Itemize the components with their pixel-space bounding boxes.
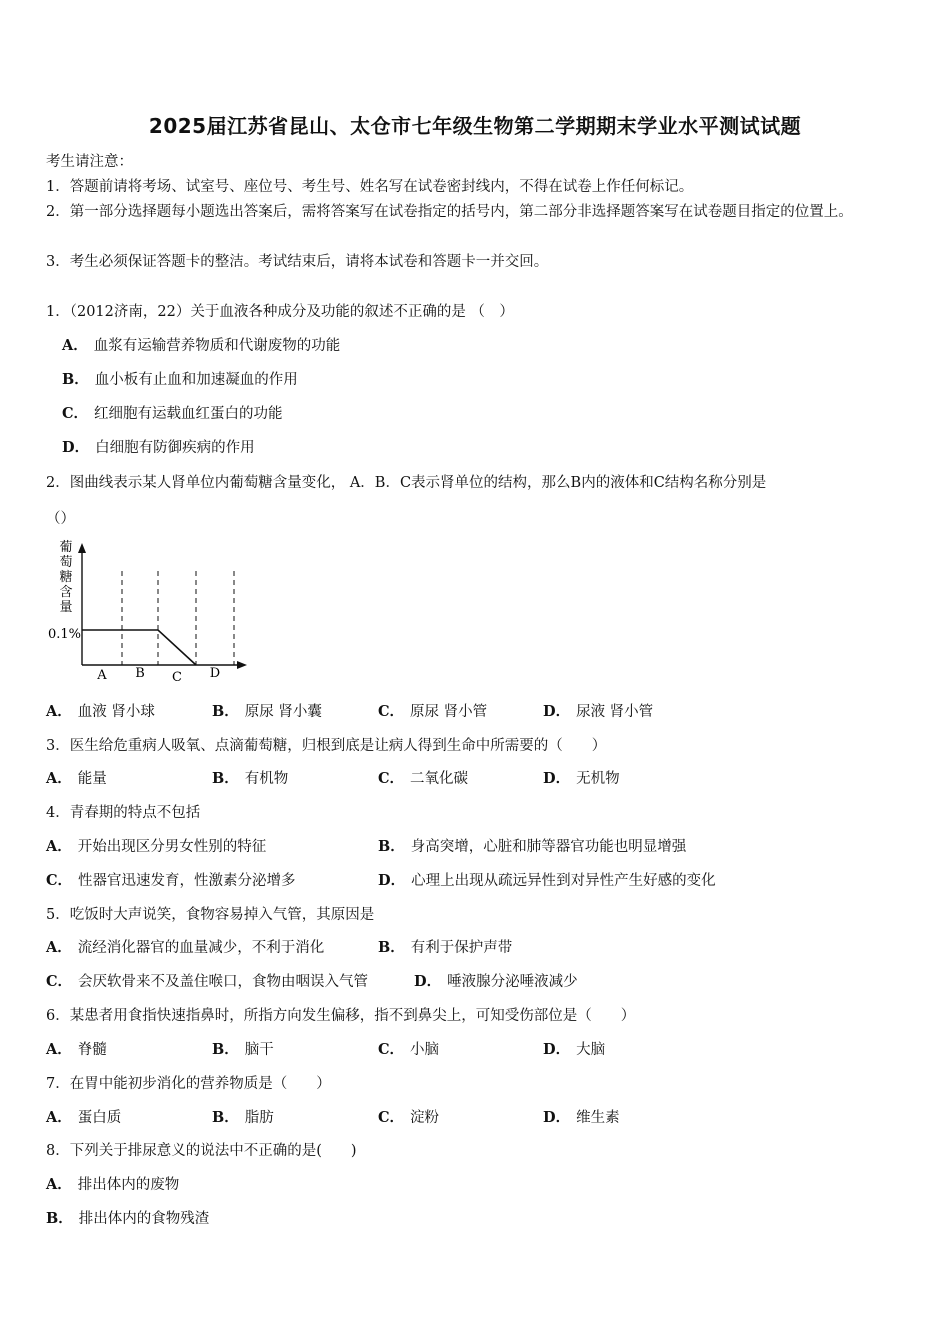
option-text: 血浆有运输营养物质和代谢废物的功能 xyxy=(93,338,341,354)
option-letter: D． xyxy=(543,703,571,720)
option-letter: A． xyxy=(46,838,72,855)
y-axis-arrow xyxy=(78,543,86,553)
option-text: 小脑 xyxy=(410,1042,440,1058)
option-text: 维生素 xyxy=(576,1110,620,1126)
option[interactable] xyxy=(62,370,298,390)
option-letter: D． xyxy=(543,1109,571,1126)
option[interactable] xyxy=(46,837,266,857)
option[interactable] xyxy=(62,438,255,458)
option-text: 排出体内的废物 xyxy=(77,1177,180,1193)
option-letter: A． xyxy=(46,1176,72,1193)
option[interactable] xyxy=(46,972,368,992)
question-stem-bracket: （） xyxy=(46,511,75,527)
option-text: 大脑 xyxy=(576,1042,606,1058)
option-text: 脂肪 xyxy=(244,1110,274,1126)
option-text: 流经消化器官的血量减少，不利于消化 xyxy=(77,940,325,956)
option[interactable] xyxy=(212,1040,274,1060)
series-line xyxy=(82,630,196,665)
option-letter: A． xyxy=(46,703,72,720)
option-letter: B． xyxy=(212,1041,239,1058)
option-text: 二氧化碳 xyxy=(410,771,469,787)
option-letter: A． xyxy=(46,939,72,956)
option-text: 脊髓 xyxy=(77,1042,107,1058)
option-text: 血小板有止血和加速凝血的作用 xyxy=(94,372,298,388)
option[interactable] xyxy=(543,1108,620,1128)
option-text: 有利于保护声带 xyxy=(410,940,513,956)
chart-dividers xyxy=(122,571,234,665)
option-letter: B． xyxy=(378,939,405,956)
option[interactable] xyxy=(46,1175,179,1195)
option-text: 排出体内的食物残渣 xyxy=(78,1211,210,1227)
option[interactable] xyxy=(378,837,686,857)
option-text: 开始出现区分男女性别的特征 xyxy=(77,839,267,855)
option[interactable] xyxy=(46,769,107,789)
option[interactable] xyxy=(46,1209,209,1229)
option-text: 性器官迅速发育，性激素分泌增多 xyxy=(78,873,296,889)
option[interactable] xyxy=(378,1108,439,1128)
question-stem: 6．某患者用食指快速指鼻时，所指方向发生偏移，指不到鼻尖上，可知受伤部位是（ ） xyxy=(46,1008,636,1024)
option-text: 原尿 肾小囊 xyxy=(244,704,322,720)
question-stem: 1．（2012济南，22）关于血液各种成分及功能的叙述不正确的是 （ ） xyxy=(46,304,514,320)
question-stem: 3．医生给危重病人吸氧、点滴葡萄糖，归根到底是让病人得到生命中所需要的（ ） xyxy=(46,738,607,754)
option-letter: D． xyxy=(543,770,571,787)
option[interactable] xyxy=(46,702,155,722)
option[interactable] xyxy=(212,1108,274,1128)
option-letter: A． xyxy=(46,770,72,787)
option[interactable] xyxy=(212,702,322,722)
chart-categories xyxy=(96,666,220,685)
option-letter: D． xyxy=(62,439,90,456)
option-letter: C． xyxy=(378,770,405,787)
option-text: 心理上出现从疏远异性到对异性产生好感的变化 xyxy=(411,873,716,889)
y-axis-label-char: 葡 xyxy=(59,540,73,555)
option-text: 无机物 xyxy=(576,771,620,787)
option-letter: C． xyxy=(378,703,405,720)
option-text: 白细胞有防御疾病的作用 xyxy=(95,440,255,456)
option[interactable] xyxy=(543,1040,605,1060)
question-stem: 4．青春期的特点不包括 xyxy=(46,805,201,821)
option[interactable] xyxy=(414,972,578,992)
option-letter: A． xyxy=(62,337,88,354)
option-letter: D． xyxy=(378,872,406,889)
option-text: 脑干 xyxy=(244,1042,274,1058)
option[interactable] xyxy=(46,938,324,958)
glucose-chart xyxy=(40,535,260,690)
option-letter: B． xyxy=(378,838,405,855)
option-text: 蛋白质 xyxy=(77,1110,122,1126)
option-text: 能量 xyxy=(77,771,107,787)
option[interactable] xyxy=(378,871,716,891)
option-letter: C． xyxy=(46,872,73,889)
option-text: 尿液 肾小管 xyxy=(576,704,654,720)
option[interactable] xyxy=(378,938,512,958)
option[interactable] xyxy=(62,336,340,356)
option[interactable] xyxy=(46,1040,107,1060)
option[interactable] xyxy=(46,1108,121,1128)
category-label: C xyxy=(172,670,182,685)
option-text: 淀粉 xyxy=(410,1110,440,1126)
option-letter: B． xyxy=(46,1210,73,1227)
category-label: D xyxy=(209,666,221,681)
question-stem: 8．下列关于排尿意义的说法中不正确的是( ) xyxy=(46,1143,357,1159)
option[interactable] xyxy=(62,404,283,424)
option-text: 会厌软骨来不及盖住喉口，食物由咽误入气管 xyxy=(78,974,369,990)
option-text: 有机物 xyxy=(244,771,289,787)
y-tick-label: 0.1% xyxy=(48,627,82,642)
option[interactable] xyxy=(378,769,468,789)
y-axis-label-char: 量 xyxy=(59,600,73,615)
notice-item: 1．答题前请将考场、试室号、座位号、考生号、姓名写在试卷密封线内，不得在试卷上作任何标记。 xyxy=(46,179,694,195)
option[interactable] xyxy=(46,871,296,891)
option[interactable] xyxy=(543,702,653,722)
question-stem: 7．在胃中能初步消化的营养物质是（ ） xyxy=(46,1076,331,1092)
option[interactable] xyxy=(378,1040,439,1060)
option-letter: B． xyxy=(212,770,239,787)
option-letter: C． xyxy=(378,1041,405,1058)
option-text: 身高突增，心脏和肺等器官功能也明显增强 xyxy=(410,839,687,855)
notice-item: 2．第一部分选择题每小题选出答案后，需将答案写在试卷指定的括号内，第二部分非选择题答案写在试卷题目指定的位置上。 xyxy=(46,204,853,220)
y-axis-label-char: 糖 xyxy=(59,570,73,585)
x-axis-arrow xyxy=(237,661,247,669)
option-letter: B． xyxy=(212,703,239,720)
option-letter: C． xyxy=(378,1109,405,1126)
option-letter: A． xyxy=(46,1109,72,1126)
option[interactable] xyxy=(543,769,620,789)
option-letter: C． xyxy=(62,405,89,422)
option[interactable] xyxy=(378,702,487,722)
option[interactable] xyxy=(212,769,288,789)
option-letter: C． xyxy=(46,973,73,990)
y-axis-label-char: 含 xyxy=(59,585,73,600)
question-stem: 5．吃饭时大声说笑，食物容易掉入气管，其原因是 xyxy=(46,907,375,923)
option-text: 原尿 肾小管 xyxy=(410,704,488,720)
option-letter: B． xyxy=(62,371,89,388)
option-letter: D． xyxy=(543,1041,571,1058)
category-label: A xyxy=(97,668,107,683)
notice-item: 3．考生必须保证答题卡的整洁。考试结束后，请将本试卷和答题卡一并交回。 xyxy=(46,254,549,270)
y-axis-label-char: 萄 xyxy=(59,555,73,570)
option-letter: A． xyxy=(46,1041,72,1058)
option-text: 唾液腺分泌唾液减少 xyxy=(447,974,578,990)
option-letter: D． xyxy=(414,973,442,990)
question-stem: 2．图曲线表示某人肾单位内葡萄糖含量变化， A．B．C表示肾单位的结构，那么B内的液体和C结构名称分别是 xyxy=(46,475,767,491)
notice-heading: 考生请注意： xyxy=(46,154,133,170)
option-text: 红细胞有运载血红蛋白的功能 xyxy=(94,406,283,422)
category-label: B xyxy=(135,666,145,681)
page-title: 2025届江苏省昆山、太仓市七年级生物第二学期期末学业水平测试试题 xyxy=(148,114,802,138)
option-text: 血液 肾小球 xyxy=(77,704,155,720)
option-letter: B． xyxy=(212,1109,239,1126)
